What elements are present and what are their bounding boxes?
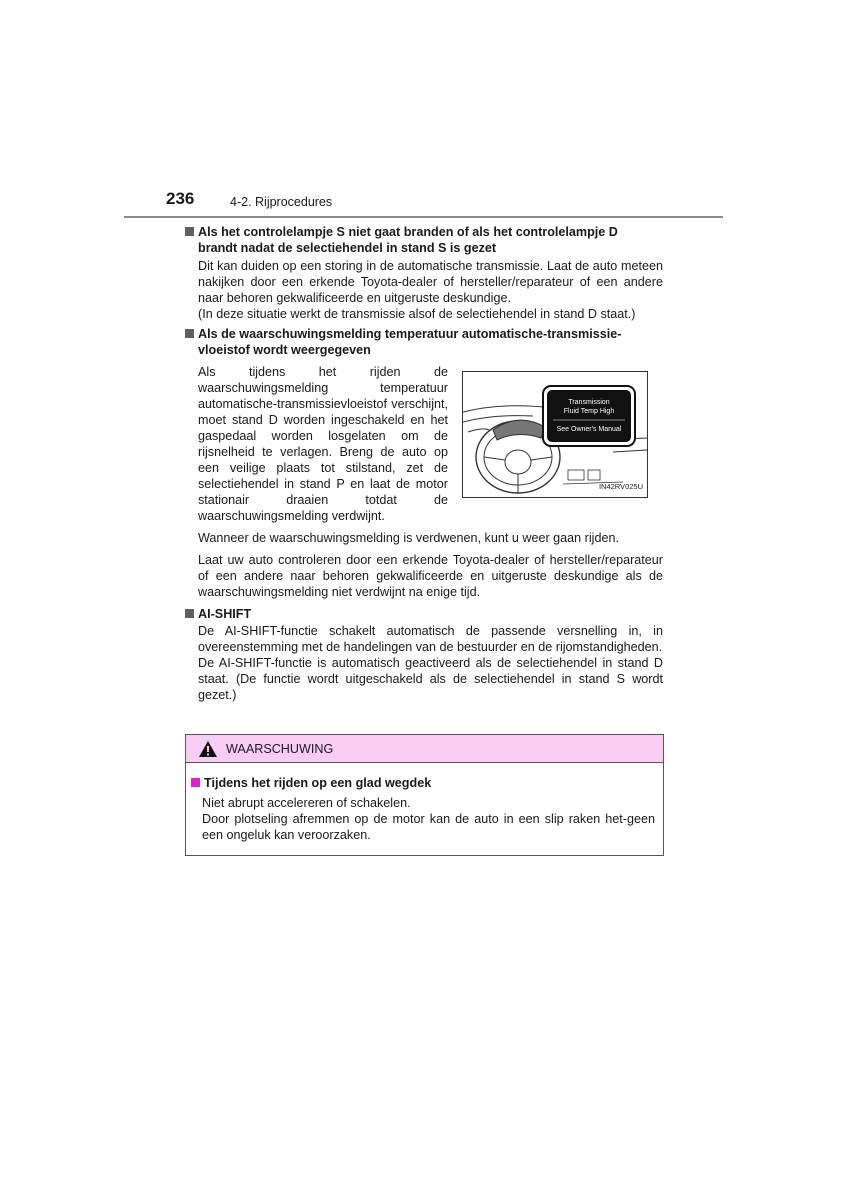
section-s-lamp bbox=[185, 224, 663, 322]
warning-heading-text: Tijdens het rijden op een glad wegdek bbox=[204, 776, 432, 790]
warning-box bbox=[185, 734, 664, 856]
paragraph: De AI-SHIFT-functie is automatisch geactiveerd als de selectiehendel in stand D staat. (De functie wordt uitgeschakeld als de selectiehendel in stand S wordt gezet.) bbox=[198, 656, 663, 702]
section-heading bbox=[185, 606, 663, 622]
section-heading bbox=[185, 326, 663, 358]
figure-code: IN42RV025U bbox=[598, 482, 643, 491]
paragraph: Als tijdens het rijden de waarschuwingsmelding temperatuur automatische-transmissievloeistof verschijnt, moet stand D worden ingeschakeld en het gaspedaal worden losgelaten om de rijsnelheid te verlagen. Breng de auto op een veilige plaats tot stilstand, zet de selectiehendel in stand P en laat de motor stationair draaien totdat de waarschuwingsmelding verdwijnt. bbox=[198, 365, 448, 523]
warning-triangle-icon bbox=[198, 740, 218, 758]
bullet-square-icon bbox=[185, 227, 194, 236]
display-text: Fluid Temp High bbox=[563, 408, 615, 415]
bullet-square-icon bbox=[191, 778, 200, 787]
heading-line: Als het controlelampje S niet gaat branden of als het controlelampje D bbox=[198, 225, 618, 239]
paragraph: Laat uw auto controleren door een erkende Toyota-dealer of hersteller/reparateur of een andere naar behoren gekwalificeerde en uitgeruste deskundige als de waarschuwingsmelding niet verdwijnt na enige tijd. bbox=[198, 553, 663, 599]
section-ai-shift bbox=[185, 606, 663, 703]
display-text: See Owner's Manual bbox=[556, 426, 622, 433]
page-number: 236 bbox=[166, 189, 195, 208]
paragraph: (In deze situatie werkt de transmissie alsof de selectiehendel in stand D staat.) bbox=[198, 307, 636, 321]
heading-line: AI-SHIFT bbox=[198, 607, 252, 621]
heading-line: Als de waarschuwingsmelding temperatuur automatische-transmissie- bbox=[198, 327, 622, 341]
warning-header bbox=[186, 735, 663, 763]
heading-line: vloeistof wordt weergegeven bbox=[198, 343, 371, 357]
warning-heading bbox=[191, 775, 655, 791]
paragraph: Wanneer de waarschuwingsmelding is verdwenen, kunt u weer gaan rijden. bbox=[198, 531, 619, 545]
display-text: Transmission bbox=[568, 399, 610, 406]
paragraph: Dit kan duiden op een storing in de automatische transmissie. Laat de auto meteen nakijken door een erkende Toyota-dealer of hersteller/reparateur of een andere naar behoren gekwalificeerde en uitgeruste deskundige. bbox=[198, 259, 663, 305]
warning-title: WAARSCHUWING bbox=[226, 741, 334, 756]
bullet-square-icon bbox=[185, 609, 194, 618]
warning-line: Niet abrupt accelereren of schakelen. bbox=[202, 796, 411, 810]
header-rule bbox=[124, 216, 723, 218]
warning-line: Door plotseling afremmen op de motor kan de auto in een slip raken het-geen een ongeluk kan veroorzaken. bbox=[202, 812, 655, 842]
content bbox=[185, 224, 663, 703]
dashboard-illustration bbox=[462, 371, 648, 498]
paragraph: De AI-SHIFT-functie schakelt automatisch de passende versnelling in, in overeenstemming met de handelingen van de bestuurder en de rijomstandigheden. bbox=[198, 624, 663, 654]
section-heading bbox=[185, 224, 663, 256]
section-fluid-temp bbox=[185, 326, 663, 600]
section-label: 4-2. Rijprocedures bbox=[230, 195, 333, 209]
heading-line: brandt nadat de selectiehendel in stand S is gezet bbox=[198, 241, 497, 255]
bullet-square-icon bbox=[185, 329, 194, 338]
